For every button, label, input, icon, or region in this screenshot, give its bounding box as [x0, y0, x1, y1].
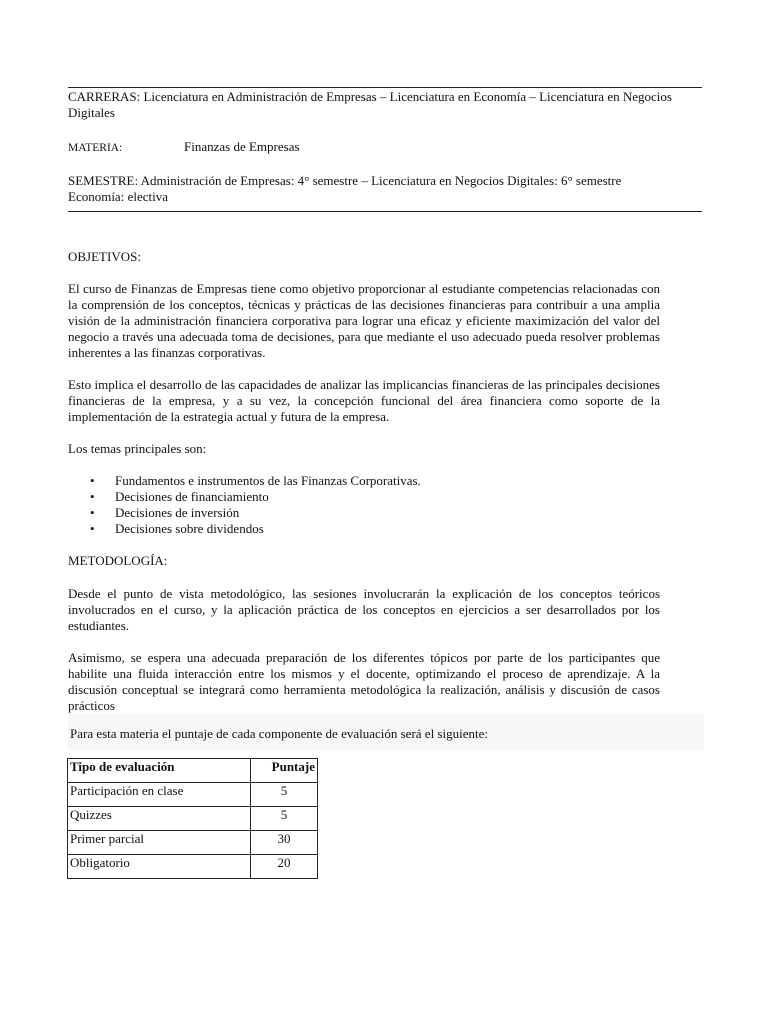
materia-line: [68, 139, 702, 156]
economia-line: Economía: electiva: [68, 189, 168, 204]
table-header-row: [68, 759, 318, 783]
document-page: [68, 0, 702, 879]
semestre-line: SEMESTRE: Administración de Empresas: 4° semestre – Licenciatura en Negocios Digitales: 6° semestre: [68, 173, 622, 188]
metodologia-paragraph-1: Desde el punto de vista metodológico, las sesiones involucrarán la explicación de los conceptos teóricos involucrados en el curso, y la aplicación práctica de los conceptos en ejercicios a ser desarrollados por los estudiantes.: [68, 586, 660, 633]
top-divider: [68, 87, 702, 88]
carreras-line: CARRERAS: Licenciatura en Administración de Empresas – Licenciatura en Economía – Licenciatura en Negocios Digitales: [68, 89, 672, 120]
list-item: • Decisiones sobre dividendos: [90, 521, 264, 536]
evaluation-intro-block: [68, 714, 704, 750]
table-row: Primer parcial 30: [68, 831, 318, 855]
bullet-icon: •: [90, 489, 95, 504]
evaluation-table: [67, 758, 318, 879]
objetivos-paragraph-1: El curso de Finanzas de Empresas tiene como objetivo proporcionar al estudiante competencias relacionadas con la comprensión de los conceptos, técnicas y prácticas de las decisiones financieras para contribuir a una amplia visión de la administración financiera corporativa para lograr una eficaz y eficiente maximización del valor del negocio a través una adecuada toma de decisiones, para que mediante el uso adecuado pueda resolver problemas inherentes a las finanzas corporativas.: [68, 281, 660, 360]
table-row: Participación en clase 5: [68, 783, 318, 807]
topics-intro: Los temas principales son:: [68, 441, 207, 456]
bullet-icon: •: [90, 473, 95, 488]
list-item: • Fundamentos e instrumentos de las Finanzas Corporativas.: [90, 473, 421, 488]
bullet-icon: •: [90, 505, 95, 520]
table-row: Quizzes 5: [68, 807, 318, 831]
topics-list: [68, 473, 702, 537]
metodologia-heading: METODOLOGÍA:: [68, 553, 168, 568]
materia-value: Finanzas de Empresas: [184, 139, 300, 154]
table-row: Obligatorio 20: [68, 855, 318, 879]
list-item: • Decisiones de financiamiento: [90, 489, 269, 504]
objetivos-heading: OBJETIVOS:: [68, 249, 141, 264]
column-header-puntaje: Puntaje: [251, 759, 318, 783]
evaluation-intro: Para esta materia el puntaje de cada componente de evaluación será el siguiente:: [70, 726, 488, 741]
materia-label: MATERIA:: [68, 142, 123, 154]
objetivos-paragraph-2: Esto implica el desarrollo de las capacidades de analizar las implicancias financieras de las principales decisiones financieras de la empresa, y a su vez, la concepción funcional del área financiera como soporte de la implementación de la estrategia actual y futura de la empresa.: [68, 377, 660, 424]
metodologia-paragraph-2: Asimismo, se espera una adecuada preparación de los diferentes tópicos por parte de los participantes que habilite una fluida interacción entre los mismos y el docente, optimizando el proceso de aprendizaje. A la discusión conceptual se integrará como herramienta metodológica la realización, análisis y discusión de casos prácticos: [68, 650, 660, 713]
column-header-tipo: Tipo de evaluación: [68, 759, 251, 783]
bullet-icon: •: [90, 521, 95, 536]
list-item: • Decisiones de inversión: [90, 505, 240, 520]
